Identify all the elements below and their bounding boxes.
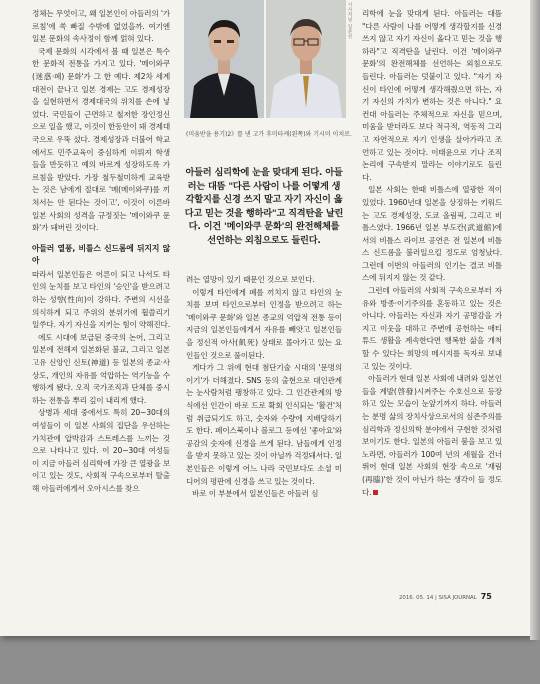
paragraph: 이렇게 타인에게 폐를 끼치지 않고 타인의 눈치를 보며 타인으로부터 인정을 받으려고 하는 '메이와쿠 문화'와 일본 종교의 억압적 전통 등이 지금의 일본인들에게서 자유를 빼앗고 일본인들을 정신적 아사(飢死) 상태로 몰아가고 있는 요인들인 것으로 풀이된다.: [186, 287, 342, 360]
paragraph: 따라서 일본인들은 어른이 되고 나서도 타인의 눈치를 보고 타인의 '승인'을 받으려고 하는 성향(性向)이 강하다. 주변의 시선을 의식하게 되고 주위의 분위기에 휩쓸리기 일쑤다. 자기 자신을 지키는 힘이 약해진다.: [32, 269, 170, 330]
article-column-3: [362, 8, 502, 499]
photo-koga-fumitake: [184, 0, 264, 118]
photo-credit: 시사저널 임준선: [347, 2, 352, 39]
paragraph: 바로 이 부분에서 일본인들은 아들러 심: [192, 489, 319, 499]
photo-kishimi-ichiro: [266, 0, 346, 118]
paragraph: 게다가 그 위에 현대 첨단기술 시대의 '문명의 이기'가 더해졌다. SNS 등의 출현으로 대인관계는 눈사람처럼 팽창하고 있다. 그 인간관계의 방식에선 인간이 바로 드로 확회 인식되는 '활건'처럼 취급되기도 하고, 숫자와 수량에 지배당하기도 한다. 페이스북이나 블로그 등에선 '좋아요'와 공감의 숫자에 신경을 쓰게 된다. 남들에게 인정을 받지 못하고 있는 것이 아닐까 걱정돼서다. 일본인들은 이렇게 어느 나라 국민보다도 소셜 미디어의 평판에 신경을 쓰고 있는 것이다.: [186, 363, 342, 486]
paragraph: 정체는 무엇이고, 왜 일본인이 아들러의 '가르침'에 쏙 빠질 수밖에 없었을까. 여기엔 일본 문화의 속사정이 함께 얽혀 있다.: [32, 9, 170, 44]
page-footer: [399, 592, 492, 601]
photo-caption: (미움받을 용기)2》를 낸 고가 후미타케(왼쪽)와 기시미 이치로.: [186, 131, 352, 138]
paragraph: 그런데 아들러의 사회적 구속으로부터 자유와 방종·이기주의를 혼동하고 있는 것은 아니다. 아들러는 자신과 자기 공명감을 가지고 이웃을 대하고 주변에 공헌하는 애티튜드 생활을 계속한다면 행복한 삶을 개척할 수 있다는 희망의 메시지를 독자로 보내고 있는 것이다.: [362, 286, 502, 371]
end-mark-icon: [373, 490, 378, 495]
page-fold-shadow: [530, 0, 540, 640]
paragraph: 상병과 세대 중에서도 특히 20~30대의 여성들이 이 일본 사회의 집단을 우선하는 가치관에 압박감과 스트레스를 느끼는 것으로 나타나고 있다. 이 20~30대 여성들이 지금 아들러 심리학에 가장 큰 열광을 보이고 있는 것도, 사회적 구속으로부터 탈출해 아들러에게서 오아시스를 찾으: [32, 408, 170, 493]
paragraph: 에도 시대에 보급된 중국의 논어, 그리고 일본에 전해져 일본화된 불교, 그리고 일본 고유 신앙인 신토(神道) 등 일본의 종교·사상도, 개인의 자유를 억압하는 역기능을 수행하게 됐다. 오직 국가조직과 단체를 중시하는 전통을 뿌리 깊이 내리게 했다.: [32, 332, 170, 405]
issue-info: 2016. 05. 14 | SISA JOURNAL: [399, 595, 477, 601]
paragraph: 리학에 눈을 맞대게 된다. 아들러는 대뜸 "다른 사람이 나를 어떻게 생각할지를 신경 쓰지 않고 자기 자신이 옳다고 믿는 것을 행하라"고 직격탄을 날린다. 이건 '메이와쿠 문화'의 완전해체를 선언하는 외침으로도 들린다. 아들러는 덧붙이고 있다. "자기 자신이 타인에 어떻게 생각해줬으면 하는, 자기 자신의 가치가 변하는 것은 아니다." 요컨대 아들러는 주체적으로 자신을 믿으며, 미움을 받더라도 보다 적극적, 역동적 그리고 자연적으로 자기 인생을 살아가라고 조언하고 있는 것이다. 이태윤으로 기나 조직논리에 구속받지 말라는 이야기로도 들린다.: [362, 9, 502, 182]
article-column-1: [32, 8, 170, 496]
article-column-2: [186, 274, 342, 501]
paragraph-text: 아들러가 현대 일본 사회에 내려와 일본인들을 계발(啓發)시켜주는 수호신으로 등장하고 있는 모습이 눈앞기까지 하다. 아들러는 분명 삶의 장치사상으로서의 심존주의를 심리학과 정신의학 분야에서 구현한 것처럼 보이기도 한다. 일본의 아들러 붐을 보고 있노라면, 아들러가 100여 년의 세월을 건너뛰어 현대 일본 사회의 현장 속으로 '재림(再臨)'한 것이 아닌가 하는 생각이 들 정도다.: [362, 374, 502, 497]
section-subhead: 아들러 열풍, 비틀스 신드롬에 뒤지지 않아: [32, 243, 170, 266]
paragraph: 려는 열망이 있기 때문인 것으로 보인다.: [186, 275, 315, 284]
page-number: 75: [480, 592, 492, 601]
photo-area: [184, 0, 346, 128]
pull-quote: 아들러 심리학에 눈을 맞대게 된다. 아들러는 대뜸 "다른 사람이 나를 어떻게 생각할지를 신경 쓰지 말고 자기 자신이 옳다고 믿는 것을 행하라"고 직격탄을 날린다. 이건 '메이와쿠 문화'의 완전해체를 선언하는 외침으로도 들린다.: [184, 167, 344, 246]
paragraph: [362, 373, 502, 499]
paragraph: 국제 문화의 시각에서 볼 때 일본은 특수한 문화적 전통을 가지고 있다. '메이와쿠(迷惑·폐) 문화'가 그 한 예다. 제2차 세계대전이 끝나고 일본 경제는 고도 경제성장을 실현하면서 경제대국의 위치를 손에 넣었다. 국민들이 근면하고 철저한 장인정신으로 일을 했고, 이것이 한동안이 돼 경제대국으로 우뚝 섰다. 경제성장과 더불어 학교에서도 민주교육이 중심하게 이뤄져 학생들을 반듯하고 예의 바르게 성장하도록 가르침을 받았다. 가장 철두철미하게 교육받는 것은 남에게 절대로 '메(메이와쿠)를 끼쳐서는 안 된다는 것이고', 이것이 이른바 일본 사회의 성격을 규정짓는 '메이와쿠 문화'가 돼버린 것이다.: [32, 46, 170, 233]
paragraph: 일본 사회는 한때 비틀스에 열광한 적이 있었다. 1960년대 일본을 상징하는 키워드는 고도 경제성장, 도쿄 올림픽, 그리고 비틀스였다. 1966년 일본 부도칸(武道館)에서의 비틀스 라이브 공연은 전 일본에 비틀스 신드롬을 불러일으킬 정도로 엄청났다. 그런데 이번의 아들러의 인기는 결코 비틀스에 뒤지지 않는 것 같다.: [362, 185, 502, 283]
